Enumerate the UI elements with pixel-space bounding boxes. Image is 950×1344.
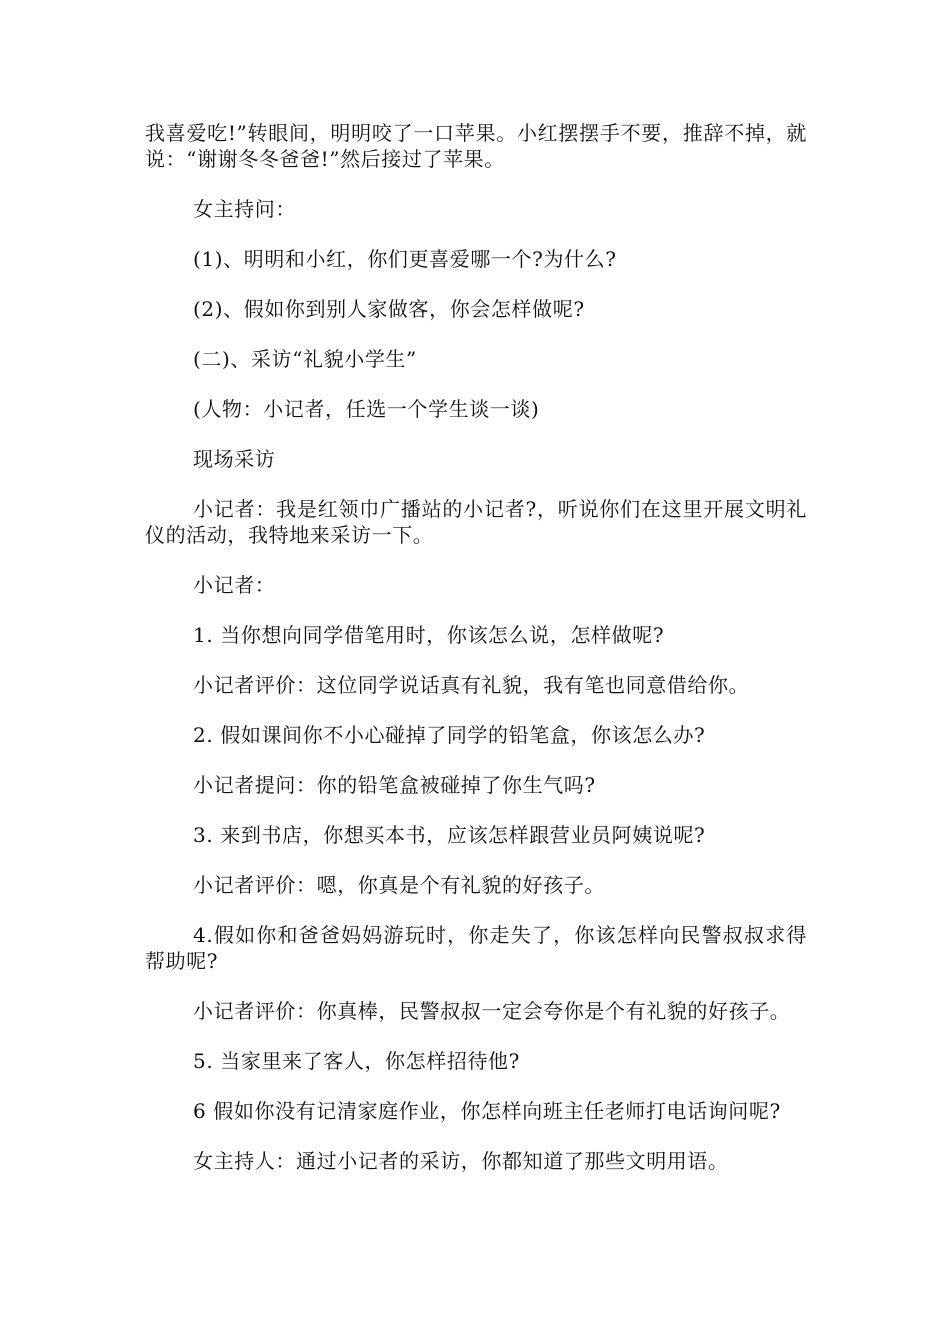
paragraph-characters: (人物：小记者，任选一个学生谈一谈): [193, 397, 540, 421]
paragraph-live-interview: 现场采访: [193, 447, 276, 471]
paragraph-reporter-intro: 小记者：我是红领巾广播站的小记者?，听说你们在这里开展文明礼仪的活动，我特地来采访一下。: [145, 497, 807, 547]
paragraph-reporter-label: 小记者：: [193, 573, 276, 597]
paragraph-comment-1: 小记者评价：这位同学说话真有礼貌，我有笔也同意借给你。: [193, 673, 750, 697]
paragraph-item-4: 4.假如你和爸爸妈妈游玩时，你走失了，你该怎样向民警叔叔求得帮助呢?: [145, 923, 807, 973]
paragraph-comment-3: 小记者评价：嗯，你真是个有礼貌的好孩子。: [193, 873, 605, 897]
paragraph-comment-2: 小记者提问：你的铅笔盒被碰掉了你生气吗?: [193, 773, 596, 797]
document-page: [145, 120, 807, 1198]
paragraph-host-question: 女主持问：: [193, 197, 296, 221]
paragraph-comment-4: 小记者评价：你真棒，民警叔叔一定会夸你是个有礼貌的好孩子。: [193, 999, 791, 1023]
paragraph-item-1: 1. 当你想向同学借笔用时，你该怎么说，怎样做呢?: [193, 623, 665, 647]
paragraph-question-1: (1)、明明和小红，你们更喜爱哪一个?为什么?: [193, 247, 617, 271]
paragraph-item-2: 2. 假如课间你不小心碰掉了同学的铅笔盒，你该怎么办?: [193, 723, 706, 747]
paragraph-apple-story: 我喜爱吃!”转眼间，明明咬了一口苹果。小红摆摆手不要，推辞不掉，就说：“谢谢冬冬爸爸!”然后接过了苹果。: [145, 121, 807, 171]
paragraph-item-6: 6 假如你没有记清家庭作业，你怎样向班主任老师打电话询问呢?: [193, 1099, 781, 1123]
section-heading-interview: (二)、采访“礼貌小学生”: [193, 347, 417, 371]
paragraph-question-2: (2)、假如你到别人家做客，你会怎样做呢?: [193, 297, 585, 321]
paragraph-host-summary: 女主持人：通过小记者的采访，你都知道了那些文明用语。: [193, 1149, 729, 1173]
paragraph-item-3: 3. 来到书店，你想买本书，应该怎样跟营业员阿姨说呢?: [193, 823, 706, 847]
paragraph-item-5: 5. 当家里来了客人，你怎样招待他?: [193, 1049, 520, 1073]
